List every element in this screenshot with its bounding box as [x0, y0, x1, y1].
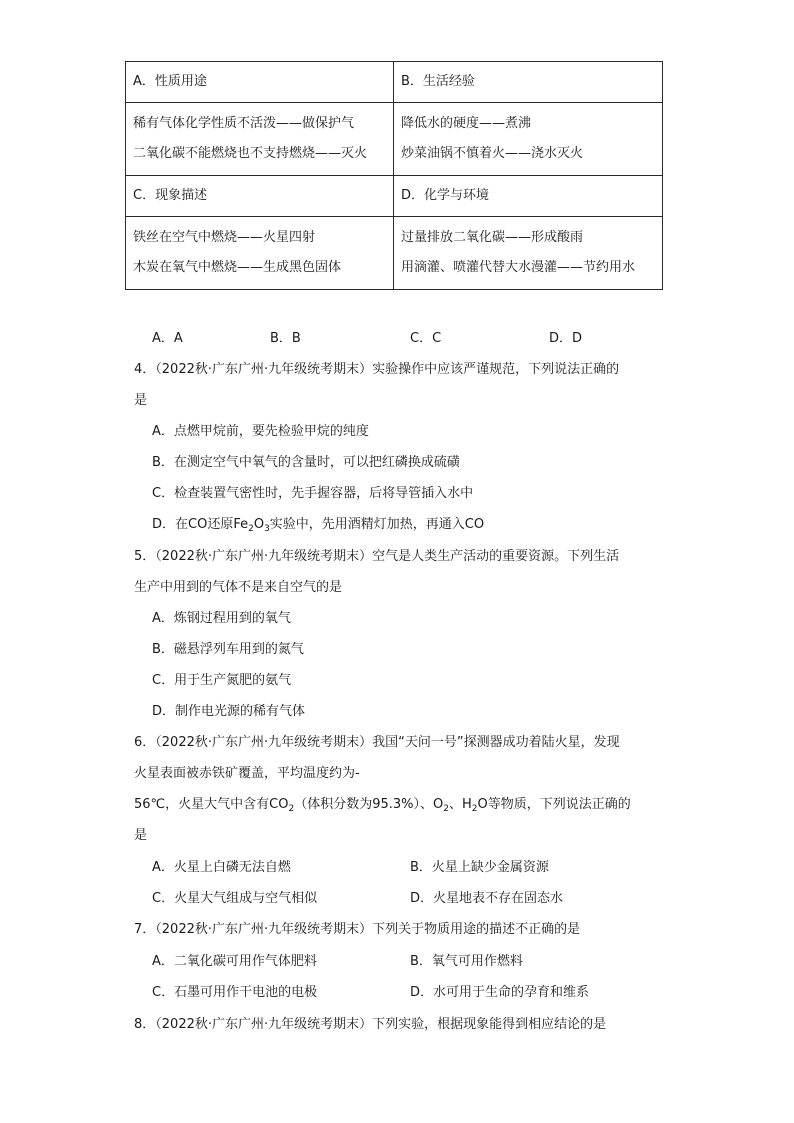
q5-stem-line2: 生产中用到的气体不是来自空气的是	[134, 580, 343, 595]
q7-option-a[interactable]: A．二氧化碳可用作气体肥料	[152, 954, 317, 969]
q6-stem-text: 56℃，火星大气中含有CO	[134, 797, 289, 812]
q6-stem-line1: 6．（2022秋·广东广州·九年级统考期末）我国“天问一号”探测器成功着陆火星，发现	[134, 735, 620, 750]
table-cell-line: 木炭在氧气中燃烧——生成黑色固体	[133, 260, 342, 275]
q4-stem-line2: 是	[134, 393, 148, 408]
table-cell-line: 稀有气体化学性质不活泼——做保护气	[133, 116, 355, 131]
table-cell-b-content	[394, 103, 663, 176]
table-cell-c-content	[126, 217, 394, 290]
q3-option-a[interactable]: A．A	[152, 331, 183, 346]
q4-stem-line1: 4．（2022秋·广东广州·九年级统考期末）实验操作中应该严谨规范，下列说法正确的	[134, 362, 620, 377]
table-cell-line: 铁丝在空气中燃烧——火星四射	[133, 230, 316, 245]
q5-option-a[interactable]: A．炼钢过程用到的氧气	[152, 611, 291, 626]
q6-option-b[interactable]: B．火星上缺少金属资源	[410, 860, 549, 875]
table-cell-d-content	[394, 217, 663, 290]
table-cell-a-content	[126, 103, 394, 176]
subscript: 2	[288, 804, 295, 814]
q6-stem-line2: 火星表面被赤铁矿覆盖，平均温度约为-	[134, 766, 360, 781]
table-cell-d-header: D．化学与环境	[394, 176, 663, 217]
subscript: 2	[248, 524, 254, 534]
table-cell-line: 降低水的硬度——煮沸	[401, 116, 532, 131]
q6-stem-text: （体积分数为95.3%）、O	[294, 797, 444, 812]
q3-options-table	[125, 61, 663, 290]
table-cell-line: 过量排放二氧化碳——形成酸雨	[401, 230, 584, 245]
q7-option-c[interactable]: C．石墨可用作干电池的电极	[152, 985, 318, 1000]
table-row	[126, 176, 663, 217]
table-cell-a-header: A．性质用途	[126, 62, 394, 103]
table-row	[126, 62, 663, 103]
table-cell-line: 炒菜油锅不慎着火——浇水灭火	[401, 146, 584, 161]
table-cell-b-header: B．生活经验	[394, 62, 663, 103]
q5-option-b[interactable]: B．磁悬浮列车用到的氮气	[152, 642, 304, 657]
q6-stem-line3	[134, 795, 631, 815]
q5-option-c[interactable]: C．用于生产氮肥的氨气	[152, 673, 292, 688]
q6-stem-line4: 是	[134, 828, 148, 843]
q4-option-b[interactable]: B．在测定空气中氧气的含量时，可以把红磷换成硫磺	[152, 455, 460, 470]
subscript: 3	[264, 524, 270, 534]
table-cell-line: 二氧化碳不能燃烧也不支持燃烧——灭火	[133, 146, 368, 161]
q8-stem: 8．（2022秋·广东广州·九年级统考期末）下列实验，根据现象能得到相应结论的是	[134, 1017, 607, 1032]
q3-option-b[interactable]: B．B	[270, 331, 301, 346]
q7-option-d[interactable]: D．水可用于生命的孕育和维系	[410, 985, 590, 1000]
q4-option-d[interactable]	[152, 515, 484, 535]
q6-stem-text: O等物质，下列说法正确的	[477, 797, 631, 812]
table-cell-line: 用滴灌、喷灌代替大水漫灌——节约用水	[401, 260, 636, 275]
q3-option-c[interactable]: C．C	[410, 331, 442, 346]
q6-option-d[interactable]: D．火星地表不存在固态水	[410, 891, 564, 906]
q5-option-d[interactable]: D．制作电光源的稀有气体	[152, 704, 306, 719]
q4-option-d-text: 实验中，先用酒精灯加热，再通入CO	[269, 517, 485, 532]
q5-stem-line1: 5．（2022秋·广东广州·九年级统考期末）空气是人类生产活动的重要资源。下列生活	[134, 549, 620, 564]
q6-option-a[interactable]: A．火星上白磷无法自燃	[152, 860, 291, 875]
q4-option-c[interactable]: C．检查装置气密性时，先手握容器，后将导管插入水中	[152, 486, 474, 501]
subscript: 2	[443, 804, 449, 814]
table-cell-c-header: C．现象描述	[126, 176, 394, 217]
table-row	[126, 217, 663, 290]
subscript: 2	[471, 804, 478, 814]
q4-option-a[interactable]: A．点燃甲烷前，要先检验甲烷的纯度	[152, 424, 369, 439]
q6-stem-text: 、H	[448, 797, 472, 812]
q7-option-b[interactable]: B．氧气可用作燃料	[410, 954, 523, 969]
q4-option-d-text: O	[253, 517, 265, 532]
table-row	[126, 103, 663, 176]
q6-option-c[interactable]: C．火星大气组成与空气相似	[152, 891, 318, 906]
q4-option-d-text: D．在CO还原Fe	[152, 517, 249, 532]
q7-stem: 7．（2022秋·广东广州·九年级统考期末）下列关于物质用途的描述不正确的是	[134, 922, 581, 937]
q3-option-d[interactable]: D．D	[549, 331, 583, 346]
